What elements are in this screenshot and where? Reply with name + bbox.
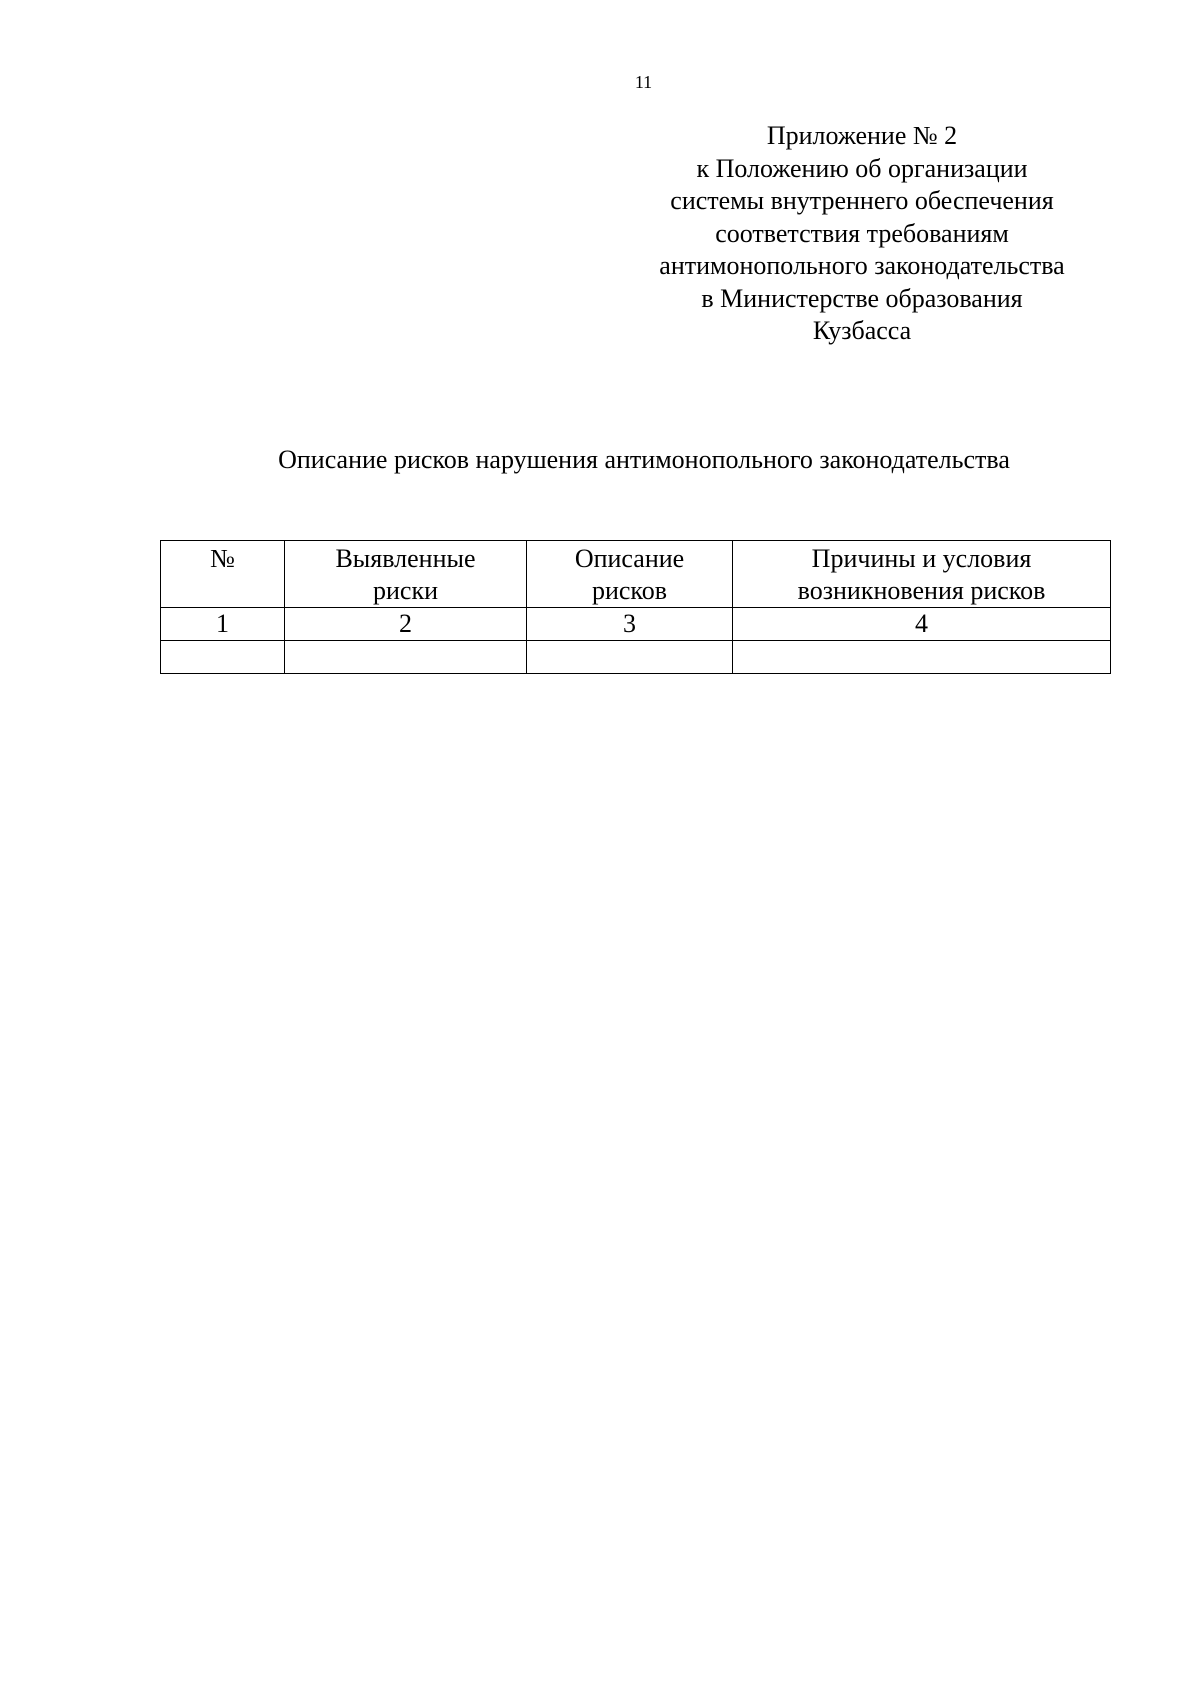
page-number: 11	[634, 72, 653, 92]
header-text: Выявленные	[335, 544, 476, 573]
table-cell	[285, 641, 527, 674]
table-cell: 3	[527, 608, 733, 641]
header-text: возникновения рисков	[797, 576, 1046, 605]
header-cell-number	[161, 541, 285, 608]
table-cell: 1	[161, 608, 285, 641]
appendix-reference	[620, 120, 1104, 348]
header-text: рисков	[591, 576, 668, 605]
risk-table	[160, 540, 1111, 674]
table-cell	[161, 641, 285, 674]
header-text: Причины и условия	[811, 544, 1032, 573]
appendix-line: Приложение № 2	[766, 121, 958, 150]
table-cell	[527, 641, 733, 674]
table-header-row	[161, 541, 1111, 608]
header-text: риски	[373, 576, 438, 605]
table-row	[161, 608, 1111, 641]
appendix-line: соответствия требованиям	[715, 218, 1009, 248]
table-cell	[733, 641, 1111, 674]
document-title: Описание рисков нарушения антимонопольного законодательства	[278, 445, 1010, 474]
appendix-line: Кузбасса	[812, 316, 912, 345]
table-row	[161, 641, 1111, 674]
header-cell-risk-description	[527, 541, 733, 608]
header-text: №	[210, 544, 235, 573]
header-cell-identified-risks	[285, 541, 527, 608]
appendix-line: антимонопольного законодательства	[659, 251, 1065, 280]
appendix-line: системы внутреннего обеспечения	[670, 186, 1054, 215]
header-cell-causes-conditions	[733, 541, 1111, 608]
appendix-line: к Положению об организации	[696, 153, 1028, 183]
header-text: Описание	[574, 544, 685, 573]
table-cell: 2	[285, 608, 527, 641]
table-cell: 4	[733, 608, 1111, 641]
appendix-line: в Министерстве образования	[701, 283, 1023, 313]
